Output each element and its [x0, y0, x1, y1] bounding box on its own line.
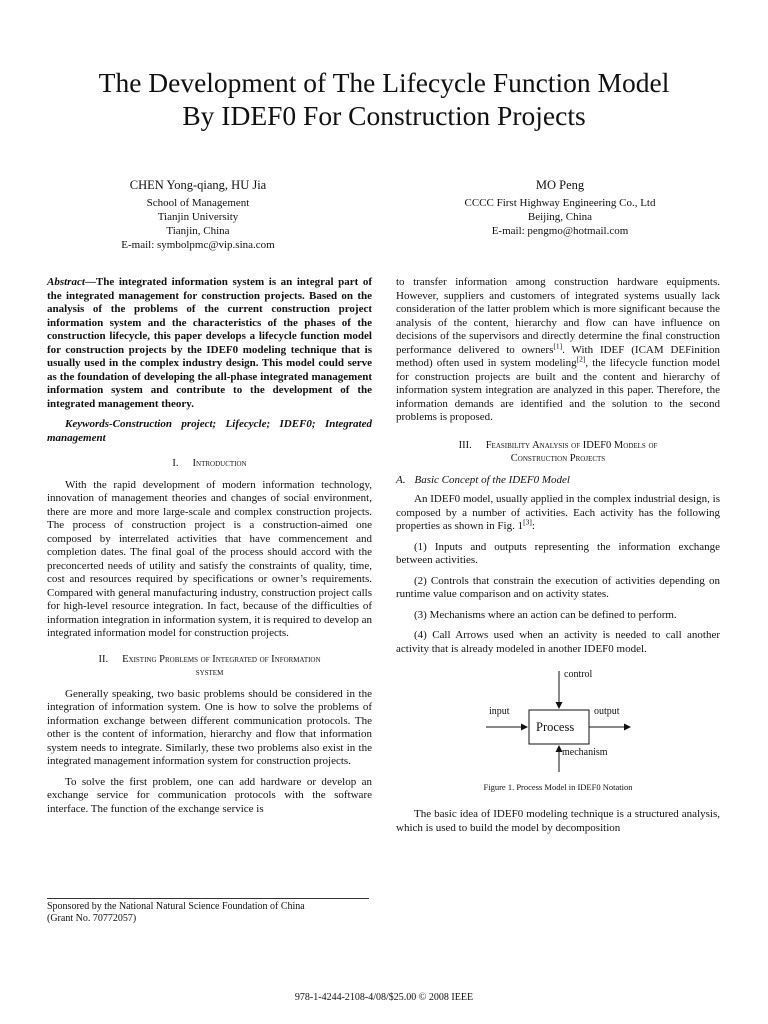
section-title-line-1: Feasibility Analysis of IDEF0 Models of [485, 439, 658, 451]
citation-ref: [2] [576, 354, 586, 364]
problems-paragraph-2: To solve the first problem, one can add hardware or develop an exchange service for communication protocols with the software interface. The function of the exchange service is [47, 775, 372, 815]
subsection-number: A. [396, 473, 406, 486]
footnote-line-1: Sponsored by the National Natural Science Foundation of China [47, 901, 305, 912]
author-location: Beijing, China [527, 211, 593, 223]
property-item-1: (1) Inputs and outputs representing the information exchange between activities. [396, 540, 720, 566]
author-affiliation: School of Management [146, 197, 250, 209]
footnote-rule [47, 898, 369, 899]
subsection-heading [396, 474, 720, 488]
section-number: I. [172, 458, 179, 469]
section-title-line-2: Construction Projects [510, 453, 606, 464]
paper-title-line-2: By IDEF0 For Construction Projects [182, 100, 586, 131]
figure-1-idef0-diagram [396, 668, 716, 778]
section-heading-existing-problems [47, 653, 372, 680]
section-number: II. [98, 653, 109, 665]
author-email: E-mail: symbolpmc@vip.sina.com [121, 239, 275, 251]
problems-paragraph-1: Generally speaking, two basic problems should be considered in the integration of information system. One is how to solve the problems of information exchange between different communication protocols. The other is the content of information, hierarchy and flow that information system needs to integrate. Similarly, these two problems also exist in the integrated management information system for construction projects. [47, 687, 372, 767]
mechanism-label: mechanism [562, 747, 608, 758]
abstract [47, 276, 372, 411]
footnote-line-2: (Grant No. 70772057) [47, 913, 137, 924]
left-column [47, 276, 372, 823]
introduction-paragraph: With the rapid development of modern information technology, innovation of management theories and changes of social environment, there are more and more large-scale and complex construction projects. The process of construction project is a construction-aimed one composed by interrelated activities that have commencement and completion dates. The final goal of the process should accord with the preconcerted needs of utility and satisfy the constraints of quality, time, cost and resources required by specifications or owner’s requirements. Compared with general manufacturing industry, construction project calls for high-level resource integration. In fact, because of the difficulties of information integration in information system, it is required to develop an integrated information model for construction projects. [47, 478, 372, 639]
section-number: III. [458, 439, 472, 451]
process-label: Process [536, 720, 575, 734]
continuation-paragraph [396, 276, 720, 425]
author-affiliation: CCCC First Highway Engineering Co., Ltd [464, 197, 656, 209]
property-item-3: (3) Mechanisms where an action can be defined to perform. [414, 608, 677, 621]
page-footer: 978-1-4244-2108-4/08/$25.00 © 2008 IEEE [294, 992, 474, 1003]
abstract-dash: — [84, 276, 96, 288]
section-title-line-2: system [195, 667, 224, 678]
idef0-intro-text: An IDEF0 model, usually applied in the complex industrial design, is composed by a number of activities. Each activity has the following properties as shown in Fig. 1 [396, 493, 720, 532]
author-block-right [420, 177, 700, 238]
idef0-intro-colon: : [531, 520, 535, 532]
subsection-title: Basic Concept of the IDEF0 Model [414, 473, 570, 486]
section-title-line-1: Existing Problems of Integrated of Information [122, 653, 321, 665]
footnote [47, 901, 377, 925]
author-name: MO Peng [535, 178, 585, 192]
right-column [396, 276, 720, 842]
citation-ref: [1] [553, 340, 563, 350]
section-title: Introduction [192, 458, 247, 469]
citation-ref: [3] [523, 517, 532, 527]
continuation-text-c: , the lifecycle function model for construction projects are built and the content and hierarchy of information system integration are analyzed in this paper. Therefore, the information demands are identified and the solution to the second problems is proposed. [396, 357, 721, 423]
author-name: CHEN Yong-qiang, HU Jia [129, 178, 267, 192]
property-item-2: (2) Controls that constrain the execution of activities depending on runtime value comparison and on activity states. [396, 574, 720, 600]
continuation-text-b: . With IDEF (ICAM DEFinition method) often used in system modeling [396, 343, 720, 369]
author-email: E-mail: pengmo@hotmail.com [491, 225, 629, 237]
paper-title-line-1: The Development of The Lifecycle Function Model [98, 67, 670, 98]
keywords-lead: Keywords- [65, 418, 113, 430]
author-location: Tianjin, China [166, 225, 230, 237]
author-block-left [68, 177, 328, 252]
abstract-text: The integrated information system is an integral part of the integrated management for construction projects. Based on the analysis of the problems of the current construction project information system and the characteristics of the phases of the construction lifecycle, this paper develops a lifecycle function model for construction projects by the IDEF0 modeling technique that is usually used in the complex industry design. This model could serve as the foundation of developing the all-phase integrated management information system and contribute to the development of the integrated management theory. [47, 276, 372, 410]
input-label: input [489, 706, 510, 717]
section-heading-introduction [47, 457, 372, 471]
keywords [47, 418, 372, 445]
idef0-intro-paragraph [396, 493, 720, 534]
keywords-text: Construction project; Lifecycle; IDEF0; Integrated management [47, 418, 372, 444]
property-item-4: (4) Call Arrows used when an activity is needed to call another activity that is already modeled in another IDEF0 model. [396, 629, 720, 655]
continuation-text-a: to transfer information among construction hardware equipments. However, suppliers and customers of integrated systems usually lack consideration of the latter problem which is more significant because the analysis of the content, hierarchy and flow can have influence on decisions of the supervisors and directly determine the final construction performance delivered to owners [396, 276, 720, 356]
paper-title [20, 66, 748, 132]
output-label: output [594, 706, 620, 717]
section-heading-feasibility [396, 439, 720, 466]
idef0-basic-idea-paragraph: The basic idea of IDEF0 modeling technique is a structured analysis, which is used to build the model by decomposition [396, 808, 720, 834]
figure-caption: Figure 1. Process Model in IDEF0 Notation [483, 782, 633, 792]
abstract-lead: Abstract [47, 276, 85, 288]
control-label: control [564, 669, 593, 680]
author-university: Tianjin University [157, 211, 239, 223]
